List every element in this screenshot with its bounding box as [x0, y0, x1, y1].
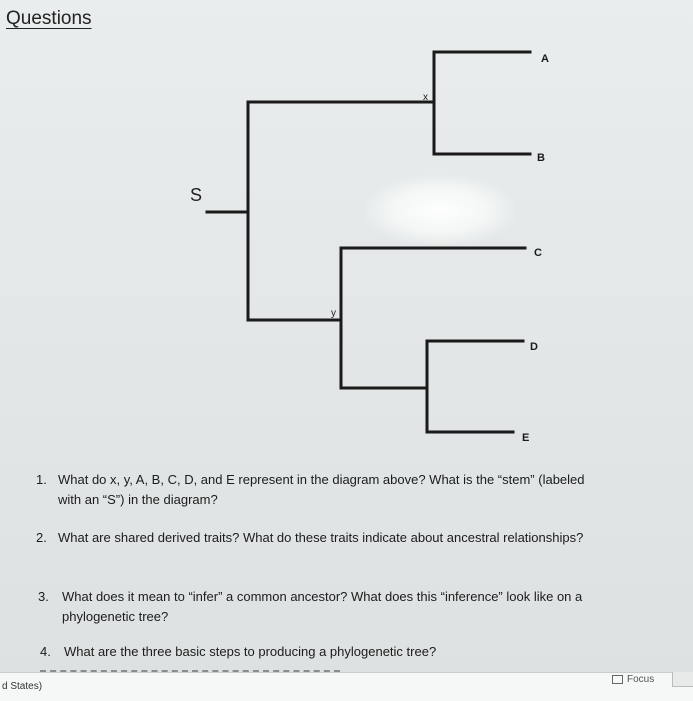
corner-control[interactable]	[672, 672, 693, 687]
question-text-line-1: What does it mean to “infer” a common ancestor? What does this “inference” look like on a	[62, 589, 583, 604]
stem-label-s: S	[190, 185, 203, 205]
tree-branches	[207, 52, 530, 432]
question-text-line-2: with an “S”) in the diagram?	[58, 492, 218, 507]
node-label-x: x	[423, 92, 428, 103]
tip-label-c: C	[534, 247, 542, 259]
question-number: 2.	[36, 530, 47, 545]
tip-label-b: B	[537, 152, 545, 164]
question-3	[38, 587, 688, 631]
question-number: 1.	[36, 472, 47, 487]
tip-label-d: D	[530, 341, 538, 353]
question-text-line-1: What are the three basic steps to producing a phylogenetic tree?	[64, 644, 437, 659]
page-title: Questions	[6, 8, 92, 29]
question-text-line-2: phylogenetic tree?	[62, 609, 169, 624]
question-2	[36, 528, 686, 550]
question-text-line-1: What are shared derived traits? What do these traits indicate about ancestral relationships?	[58, 530, 584, 545]
tip-label-e: E	[522, 432, 530, 444]
tip-label-a: A	[541, 53, 549, 65]
status-bar	[0, 672, 693, 701]
question-4	[40, 642, 690, 664]
question-1	[36, 470, 686, 514]
focus-icon	[612, 675, 623, 684]
focus-button[interactable]	[612, 674, 654, 685]
question-number: 3.	[38, 589, 49, 604]
question-text-line-1: What do x, y, A, B, C, D, and E represent in the diagram above? What is the “stem” (labeled	[58, 472, 585, 487]
status-bar-text: d States)	[2, 681, 43, 692]
question-number: 4.	[40, 644, 51, 659]
node-label-y: y	[331, 308, 336, 319]
focus-label: Focus	[627, 674, 655, 685]
